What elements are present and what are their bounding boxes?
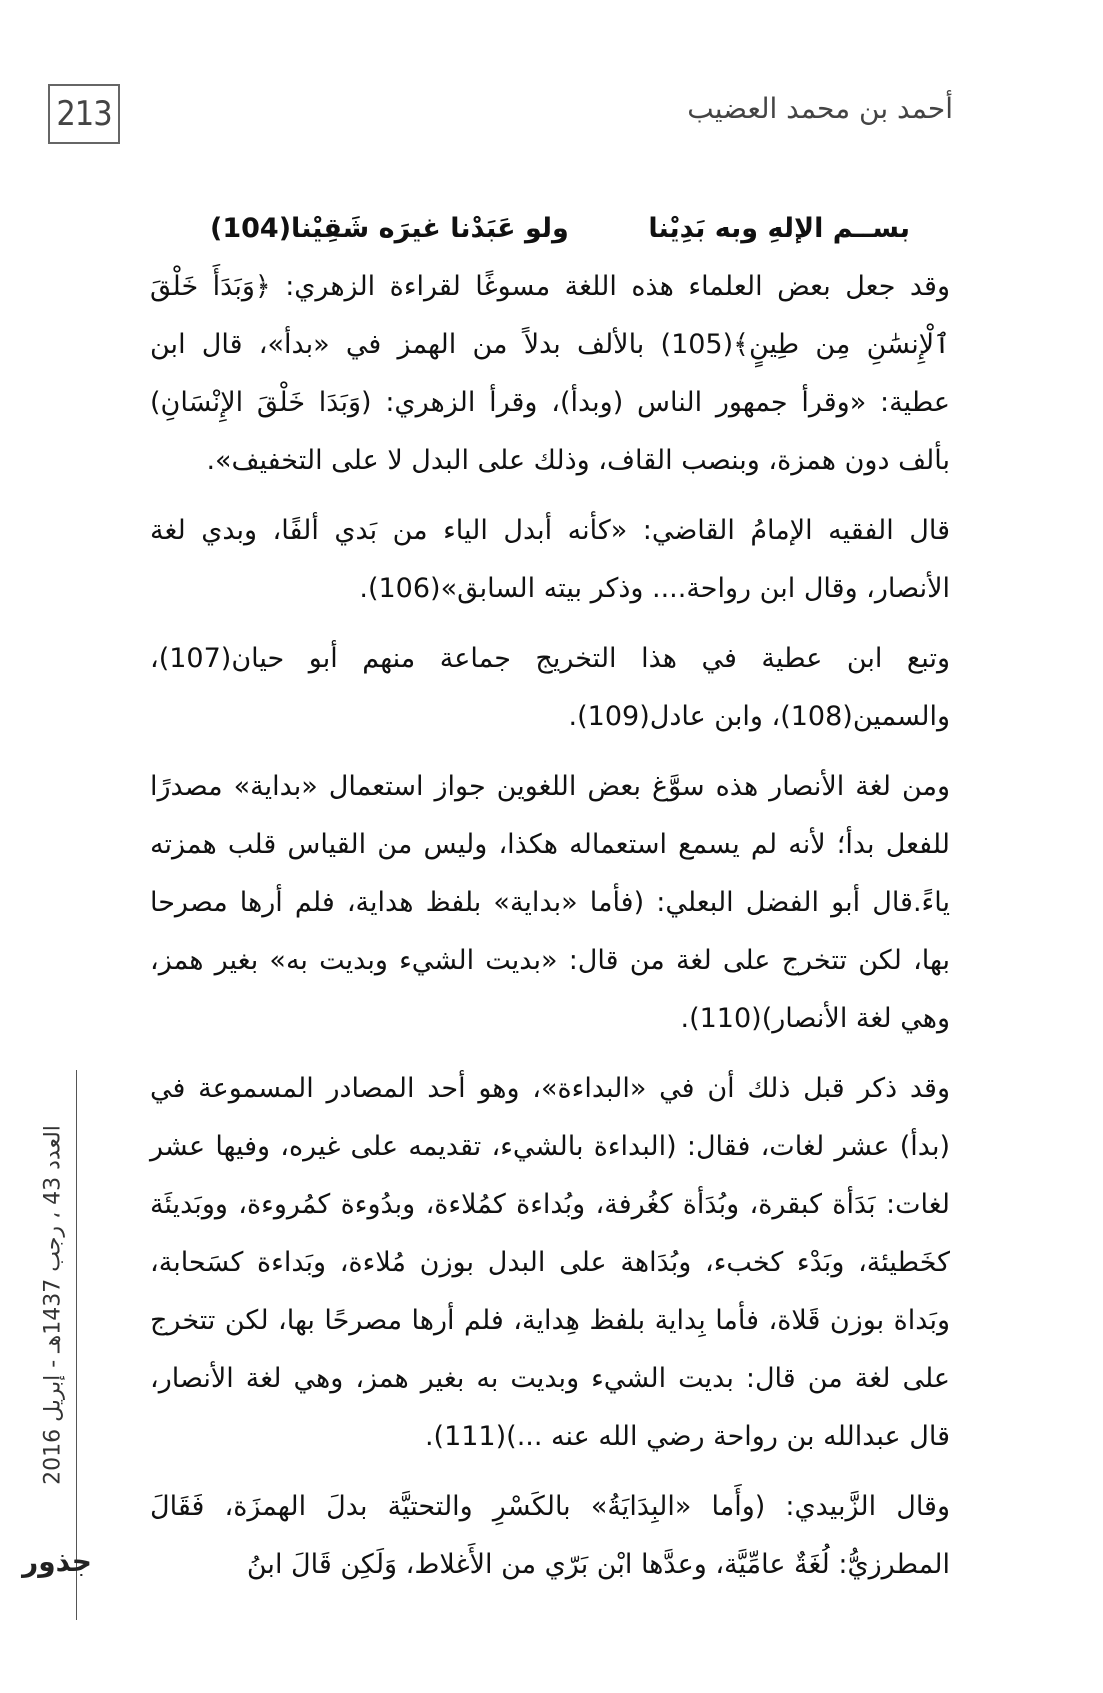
paragraph: وقال الزَّبيدي: (وأَما «البِدَايَةُ» بالكَسْرِ والتحتيَّة بدلَ الهمزَة، فَقَالَ المطرزيُّ: لُغَةٌ عامِّيَّة، وعدَّها ابْن بَرّي من الأَغلاط، وَلَكِن قَالَ ابنُ	[150, 1491, 950, 1580]
margin-rule	[76, 1070, 77, 1620]
page-number: 213	[56, 94, 112, 134]
paragraph: ومن لغة الأنصار هذه سوَّغ بعض اللغوين جواز استعمال «بداية» مصدرًا للفعل بدأ؛ لأنه لم يسمع استعماله هكذا، وليس من القياس قلب همزته ياءً.قال أبو الفضل البعلي: (فأما «بداية» بلفظ هداية، فلم أرها مصرحا بها، لكن تتخرج على لغة من قال: «بديت الشيء وبديت به» بغير همز، وهي لغة الأنصار)(110).	[150, 771, 950, 1034]
page-number-box	[48, 84, 120, 144]
issue-info	[18, 1080, 88, 1530]
verse-second-hemistich: ولو عَبَدْنا غيرَه شَقِيْنا(104)	[210, 213, 569, 244]
poetry-verse	[150, 200, 950, 258]
paragraph: وقد ذكر قبل ذلك أن في «البداءة»، وهو أحد المصادر المسموعة في (بدأ) عشر لغات، فقال: (البداءة بالشيء، تقديمه على غيره، وفيها عشر لغات: بَدَأة كبقرة، وبُدَأة كغُرفة، وبُداءة كمُلاءة، وبدُوءة كمُروءة، ووبَديئَة كخَطيئة، وبَدْء كخبء، وبُدَاهة على البدل بوزن مُلاءة، وبَداءة كسَحابة، وبَداة بوزن قَلاة، فأما بِداية بلفظ هِداية، فلم أرها مصرحًا بها، لكن تتخرج على لغة من قال: بديت الشيء وبديت به بغير همز، وهي لغة الأنصار، قال عبدالله بن رواحة رضي الله عنه ...)(111).	[150, 1073, 950, 1452]
paragraph: وقد جعل بعض العلماء هذه اللغة مسوغًا لقراءة الزهري: ﴿وَبَدَأَ خَلْقَ ٱلْإِنسَٰنِ مِن طِينٍ﴾(105) بالألف بدلاً من الهمز في «بدأ»، قال ابن عطية: «وقرأ جمهور الناس (وبدأ)، وقرأ الزهري: (وَبَدَا خَلْقَ الإِنْسَانِ) بألف دون همزة، وبنصب القاف، وذلك على البدل لا على التخفيف».	[150, 271, 950, 476]
main-text	[150, 200, 950, 1606]
journal-logo: جذور	[22, 1545, 92, 1578]
issue-info-text: العدد 43 ، رجب 1437هـ - إبريل 2016	[40, 1125, 66, 1485]
paragraph: قال الفقيه الإمامُ القاضي: «كأنه أبدل الياء من بَدي ألفًا، وبدي لغة الأنصار، وقال ابن رواحة.... وذكر بيته السابق»(106).	[150, 515, 950, 604]
paragraph: وتبع ابن عطية في هذا التخريج جماعة منهم أبو حيان(107)، والسمين(108)، وابن عادل(109).	[150, 643, 950, 732]
verse-first-hemistich: بســم الإلهِ وبه بَدِيْنا	[648, 213, 910, 244]
running-head-author: أحمد بن محمد العضيب	[687, 92, 953, 125]
